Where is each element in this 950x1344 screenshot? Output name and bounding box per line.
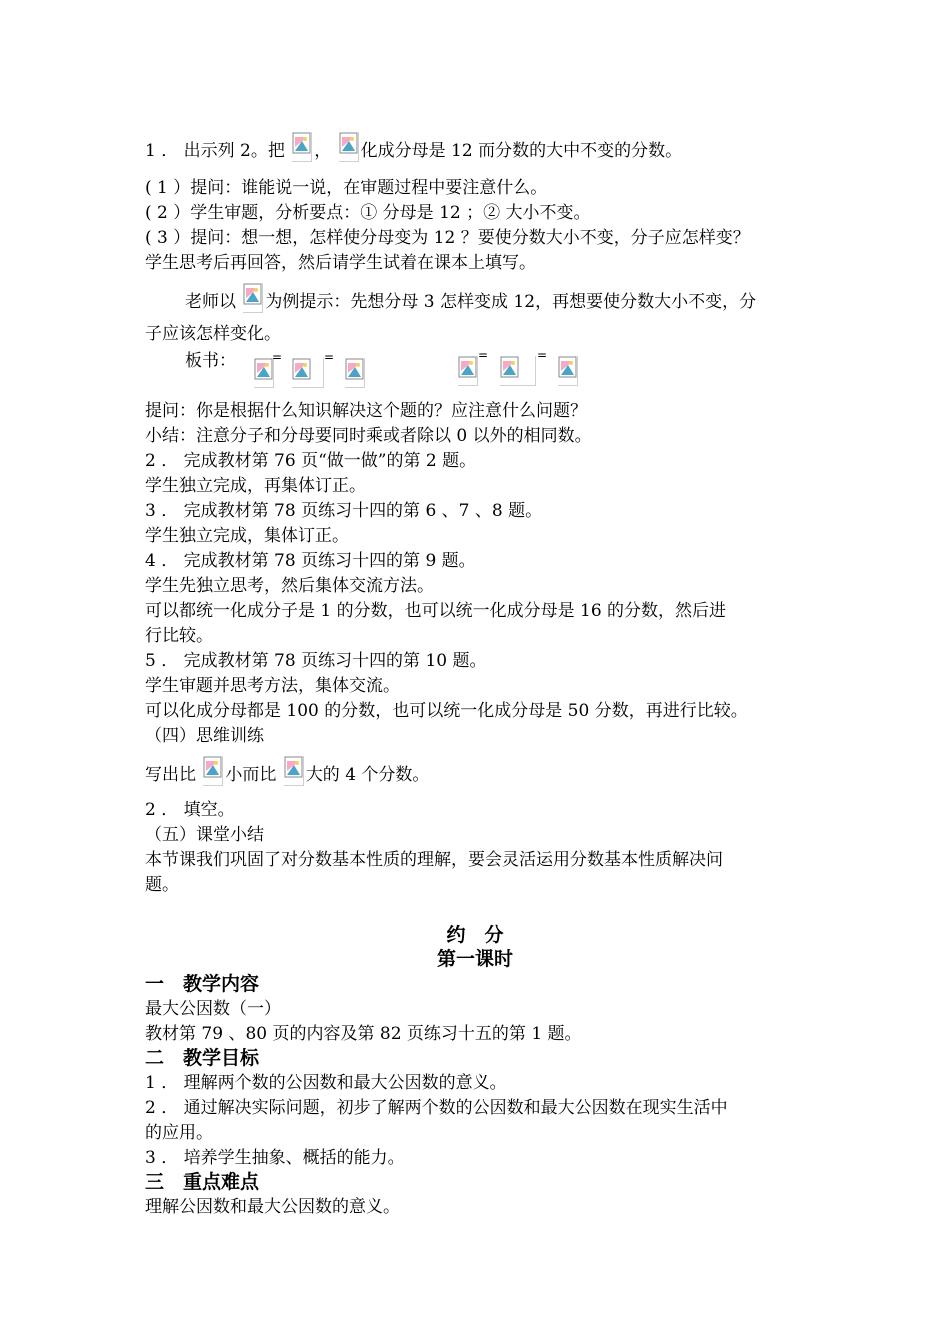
fraction-image-icon [203, 756, 223, 786]
section-heading: 二 教学目标 [145, 1047, 260, 1069]
fraction-image-icon [345, 358, 365, 388]
fraction-image-icon [292, 358, 324, 388]
text-line: ( 3 ）提问：想一想，怎样使分母变为 12 ？要使分数大小不变，分子应怎样变？ [145, 228, 750, 248]
fraction-image-icon [284, 756, 304, 786]
text-line: 可以都统一化成分子是 1 的分数，也可以统一化成分母是 16 的分数，然后进 [145, 601, 727, 621]
fraction-image-icon [500, 356, 536, 386]
fraction-image-icon [458, 356, 478, 386]
text-line: ( 2 ）学生审题，分析要点：① 分母是 12 ；② 大小不变。 [145, 203, 591, 223]
section-heading: 一 教学内容 [145, 973, 260, 995]
text-line: 可以化成分母都是 100 的分数，也可以统一化成分母是 50 分数，再进行比较。 [145, 701, 748, 721]
fraction-image-icon [558, 356, 578, 386]
text-line: 学生独立完成，再集体订正。 [145, 476, 366, 496]
text-line: 行比较。 [145, 626, 213, 646]
equals-sign: = [537, 348, 548, 362]
chapter-title: 约 分 [446, 924, 504, 946]
text-line: 学生独立完成，集体订正。 [145, 526, 349, 546]
board-label: 板书： [185, 351, 236, 371]
text-line: 学生审题并思考方法，集体交流。 [145, 676, 400, 696]
equals-sign: = [324, 350, 335, 364]
text-line: 提问：你是根据什么知识解决这个题的？应注意什么问题？ [145, 401, 587, 421]
text-line: 本节课我们巩固了对分数基本性质的理解，要会灵活运用分数基本性质解决问 [145, 850, 723, 870]
text-line: 2 ． 通过解决实际问题，初步了解两个数的公因数和最大公因数在现实生活中 [145, 1098, 728, 1118]
paragraph-example-2: 1 ． 出示列 2。把 ， 化成分母是 12 而分数的大中不变的分数。 [145, 132, 682, 163]
text-line: 小结：注意分子和分母要同时乘或者除以 0 以外的相同数。 [145, 426, 592, 446]
text-line: 学生先独立思考，然后集体交流方法。 [145, 576, 434, 596]
thinking-exercise-line: 写出比 小而比 大的 4 个分数。 [145, 756, 429, 787]
fraction-image-icon [243, 283, 263, 313]
text-line: 1 ． 理解两个数的公因数和最大公因数的意义。 [145, 1073, 507, 1093]
fraction-image-icon [292, 132, 312, 162]
text-line: 3 ． 完成教材第 78 页练习十四的第 6 、7 、8 题。 [145, 501, 543, 521]
text-line: ( 1 ）提问：谁能说一说，在审题过程中要注意什么。 [145, 178, 548, 198]
equals-sign: = [478, 348, 489, 362]
equals-sign: = [272, 350, 283, 364]
fraction-image-icon [339, 132, 359, 162]
text-line: 最大公因数（一） [145, 999, 281, 1019]
text-line: 子应该怎样变化。 [145, 324, 281, 344]
text-line: 学生思考后再回答，然后请学生试着在课本上填写。 [145, 253, 536, 273]
lesson-title: 第一课时 [436, 948, 513, 970]
text-line: 2 ． 完成教材第 76 页“做一做”的第 2 题。 [145, 451, 477, 471]
section-label: （五）课堂小结 [145, 825, 264, 845]
text-line: 理解公因数和最大公因数的意义。 [145, 1197, 400, 1217]
text-line: 题。 [145, 875, 179, 895]
section-label: （四）思维训练 [145, 726, 264, 746]
text-line: 教材第 79 、80 页的内容及第 82 页练习十五的第 1 题。 [145, 1024, 582, 1044]
text-line: 4 ． 完成教材第 78 页练习十四的第 9 题。 [145, 551, 476, 571]
section-heading: 三 重点难点 [145, 1171, 260, 1193]
teacher-hint-line: 老师以 为例提示：先想分母 3 怎样变成 12，再想要使分数大小不变，分 [185, 283, 756, 314]
fraction-image-icon [254, 358, 274, 388]
text-line: 的应用。 [145, 1123, 213, 1143]
text-line: 2 ． 填空。 [145, 800, 235, 820]
text-line: 3 ． 培养学生抽象、概括的能力。 [145, 1148, 405, 1168]
text-line: 5 ． 完成教材第 78 页练习十四的第 10 题。 [145, 651, 487, 671]
